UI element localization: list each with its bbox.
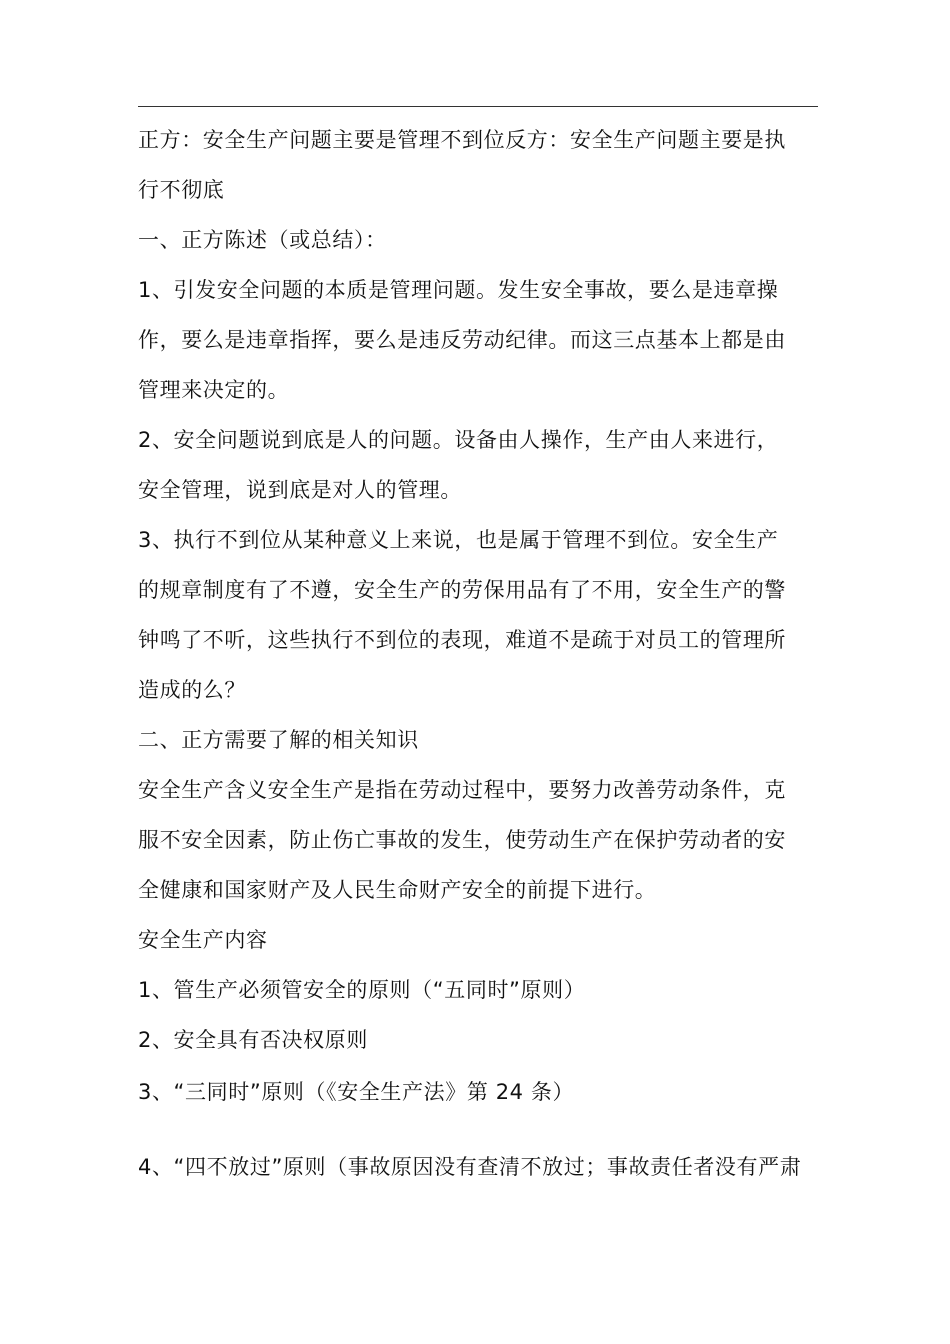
text-line: 作，要么是违章指挥，要么是违反劳动纪律。而这三点基本上都是由 [138, 328, 786, 352]
list-item: 1、管生产必须管安全的原则（“五同时”原则） [138, 978, 586, 1002]
section-heading: 二、正方需要了解的相关知识 [138, 728, 419, 752]
list-item: 2、安全具有否决权原则 [138, 1028, 368, 1052]
text-line: 3、执行不到位从某种意义上来说，也是属于管理不到位。安全生产 [138, 528, 779, 552]
text-line: 安全生产含义安全生产是指在劳动过程中，要努力改善劳动条件，克 [138, 778, 786, 802]
text-line: 安全生产内容 [138, 928, 268, 952]
section-heading: 一、正方陈述（或总结）： [138, 228, 387, 252]
list-item: 4、“四不放过”原则（事故原因没有查清不放过；事故责任者没有严肃 [138, 1155, 802, 1179]
text-line: 1、引发安全问题的本质是管理问题。发生安全事故，要么是违章操 [138, 278, 779, 302]
text-line: 2、安全问题说到底是人的问题。设备由人操作，生产由人来进行， [138, 428, 779, 452]
text-line: 服不安全因素，防止伤亡事故的发生，使劳动生产在保护劳动者的安 [138, 828, 786, 852]
text-line: 管理来决定的。 [138, 378, 290, 402]
header-rule [138, 106, 818, 107]
text-line: 行不彻底 [138, 178, 225, 202]
text-line: 安全管理，说到底是对人的管理。 [138, 478, 462, 502]
text-line: 全健康和国家财产及人民生命财产安全的前提下进行。 [138, 878, 657, 902]
text-line: 钟鸣了不听，这些执行不到位的表现，难道不是疏于对员工的管理所 [138, 628, 786, 652]
text-line: 造成的么？ [138, 678, 246, 702]
list-item: 3、“三同时”原则（《安全生产法》第 24 条） [138, 1080, 575, 1104]
text-line: 正方：安全生产问题主要是管理不到位反方：安全生产问题主要是执 [138, 128, 786, 152]
text-line: 的规章制度有了不遵，安全生产的劳保用品有了不用，安全生产的警 [138, 578, 786, 602]
